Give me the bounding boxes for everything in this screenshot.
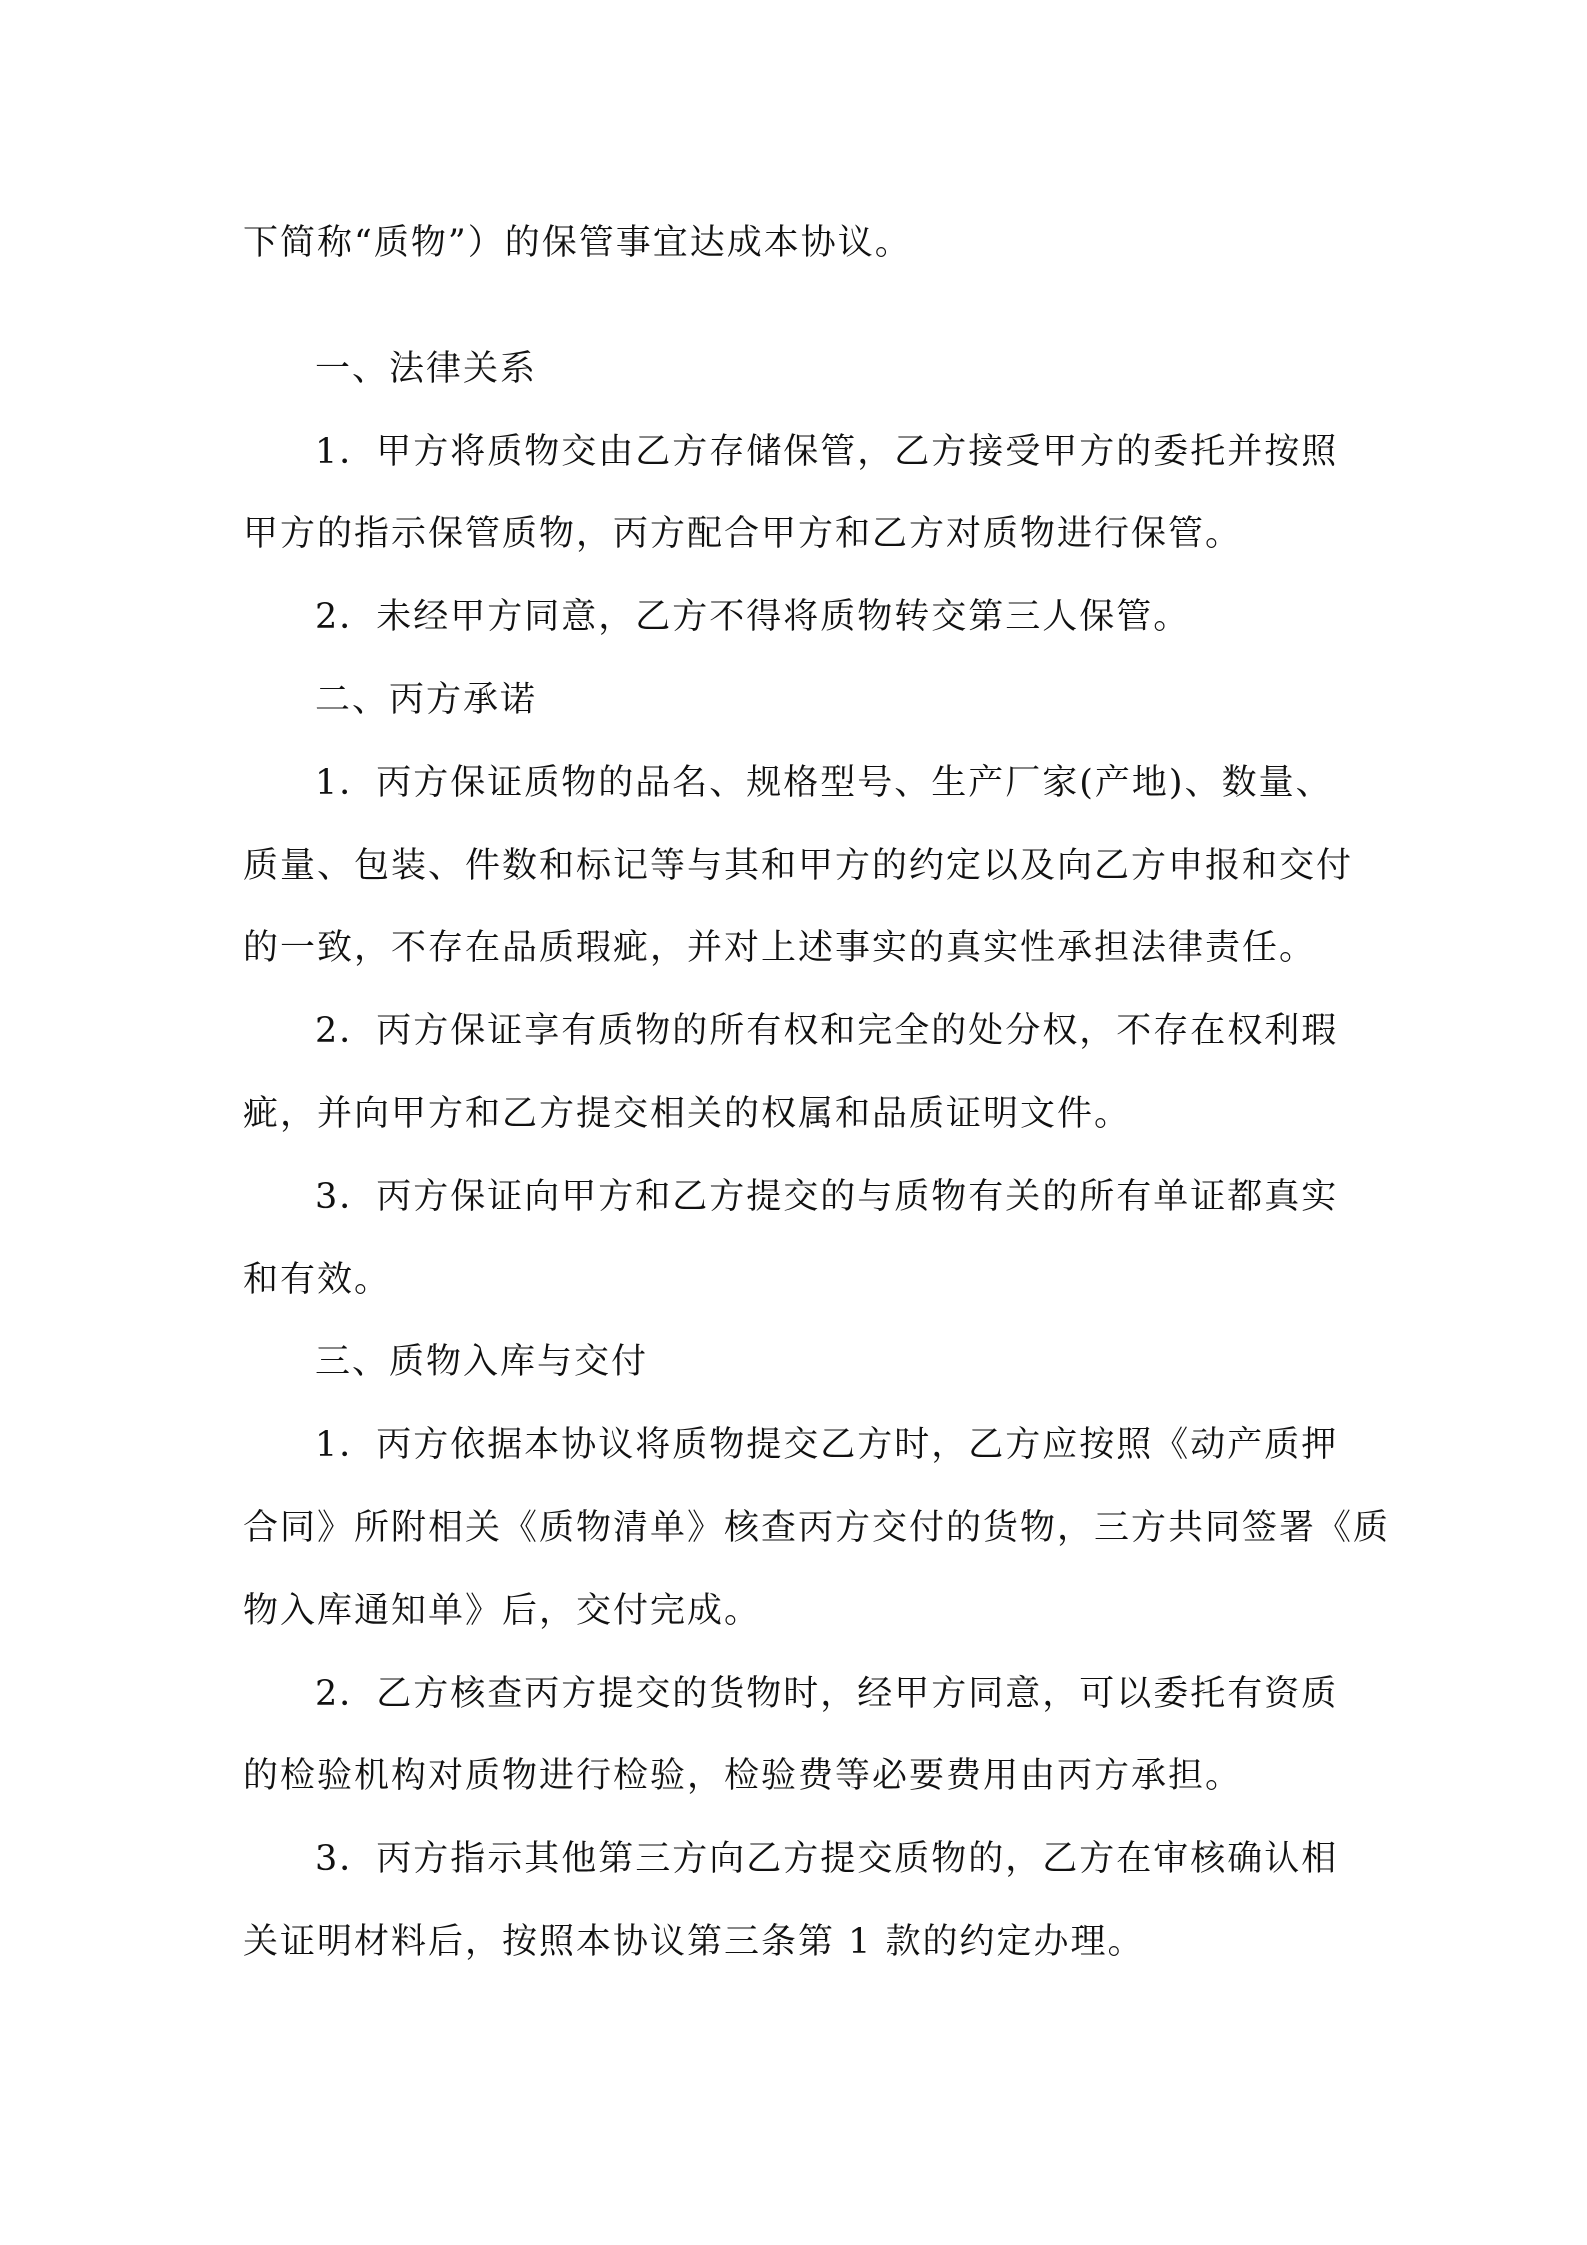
clause-3-1-line-2: 合同》所附相关《质物清单》核查丙方交付的货物，三方共同签署《质 [243, 1507, 1391, 1548]
section-heading-party-c-commitments: 二、丙方承诺 [315, 679, 538, 720]
clause-3-2-line-2: 的检验机构对质物进行检验，检验费等必要费用由丙方承担。 [243, 1756, 1243, 1797]
section-heading-warehousing-delivery: 三、质物入库与交付 [315, 1342, 649, 1383]
clause-1-1-line-1: 1．甲方将质物交由乙方存储保管，乙方接受甲方的委托并按照 [315, 431, 1339, 472]
clause-2-2-line-2: 疵，并向甲方和乙方提交相关的权属和品质证明文件。 [243, 1093, 1132, 1134]
clause-3-3-line-1: 3．丙方指示其他第三方向乙方提交质物的，乙方在审核确认相 [315, 1839, 1339, 1880]
clause-3-2-line-1: 2．乙方核查丙方提交的货物时，经甲方同意，可以委托有资质 [315, 1673, 1339, 1714]
clause-3-3-line-2: 关证明材料后，按照本协议第三条第 1 款的约定办理。 [243, 1921, 1145, 1962]
clause-2-1-line-3: 的一致，不存在品质瑕疵，并对上述事实的真实性承担法律责任。 [243, 928, 1317, 969]
paragraph-continuation: 下简称“质物”）的保管事宜达成本协议。 [243, 223, 912, 263]
clause-2-2-line-1: 2．丙方保证享有质物的所有权和完全的处分权，不存在权利瑕 [315, 1011, 1339, 1052]
clause-2-1-line-1: 1．丙方保证质物的品名、规格型号、生产厂家(产地)、数量、 [315, 762, 1333, 803]
clause-1-2: 2．未经甲方同意，乙方不得将质物转交第三人保管。 [315, 597, 1191, 638]
clause-3-1-line-1: 1．丙方依据本协议将质物提交乙方时，乙方应按照《动产质押 [315, 1425, 1339, 1466]
clause-2-1-line-2: 质量、包装、件数和标记等与其和甲方的约定以及向乙方申报和交付 [243, 845, 1354, 886]
clause-1-1-line-2: 甲方的指示保管质物，丙方配合甲方和乙方对质物进行保管。 [243, 514, 1243, 555]
clause-2-3-line-1: 3．丙方保证向甲方和乙方提交的与质物有关的所有单证都真实 [315, 1176, 1339, 1217]
section-heading-legal-relationship: 一、法律关系 [315, 348, 538, 389]
clause-2-3-line-2: 和有效。 [243, 1259, 392, 1300]
clause-3-1-line-3: 物入库通知单》后，交付完成。 [243, 1590, 762, 1631]
document-body [243, 202, 1391, 1984]
